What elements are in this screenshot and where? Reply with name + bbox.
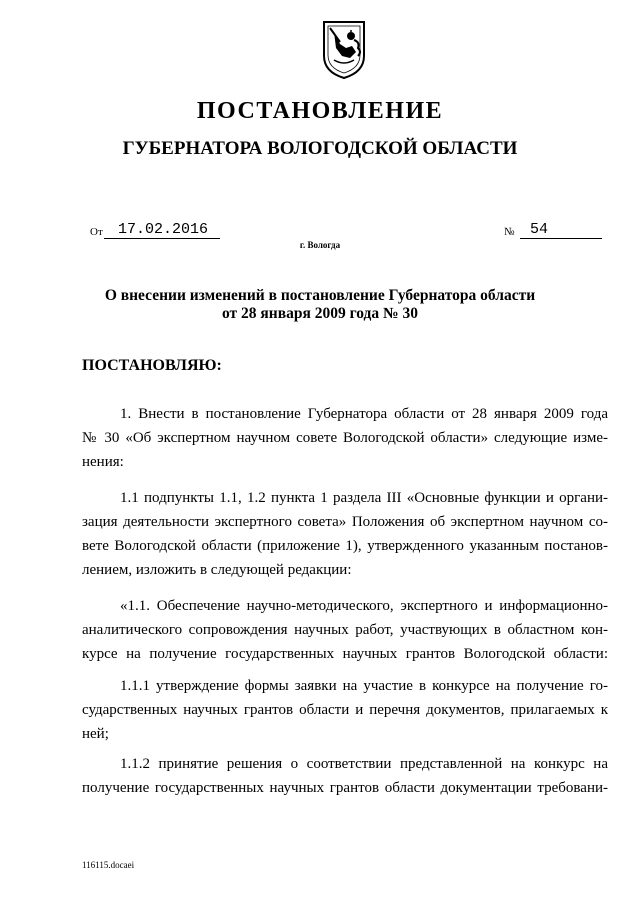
paragraph-2 — [82, 486, 608, 582]
document-title: ПОСТАНОВЛЕНИЕ — [196, 98, 444, 124]
paragraph-line: нения: — [82, 454, 124, 470]
subject-line-2: от 28 января 2009 года № 30 — [222, 305, 418, 322]
number-value: 54 — [520, 221, 602, 239]
paragraph-line: ней; — [82, 726, 109, 742]
number-label: № — [504, 226, 515, 238]
city-label: г. Вологда — [299, 240, 341, 250]
coat-of-arms-emblem — [320, 18, 368, 80]
paragraph-line: 1. Внести в постановление Губернатора области от 28 января 2009 года — [120, 406, 608, 422]
paragraph-line: «1.1. Обеспечение научно-методического, экспертного и информационно- — [120, 598, 608, 614]
paragraph-line: сударственных научных грантов области и перечня документов, прилагаемых к — [82, 702, 608, 718]
paragraph-line: курсе на получение государственных научных грантов Вологодской области: — [82, 646, 608, 662]
paragraph-line: зация деятельности экспертного совета» Положения об экспертном научном со- — [82, 514, 608, 530]
paragraph-line: вете Вологодской области (приложение 1), утвержденного указанным постанов- — [82, 538, 608, 554]
paragraph-line: 1.1 подпункты 1.1, 1.2 пункта 1 раздела III «Основные функции и органи- — [120, 490, 608, 506]
paragraph-line: аналитического сопровождения научных работ, участвующих в областном кон- — [82, 622, 608, 638]
date-label: От — [90, 226, 103, 238]
paragraph-3 — [82, 594, 608, 666]
decree-word: ПОСТАНОВЛЯЮ: — [82, 357, 222, 374]
paragraph-4 — [82, 674, 608, 746]
subject-line-1: О внесении изменений в постановление Губернатора области — [104, 287, 536, 304]
paragraph-line: № 30 «Об экспертном научном совете Вологодской области» следующие изме- — [82, 430, 608, 446]
paragraph-line: лением, изложить в следующей редакции: — [82, 562, 352, 578]
document-subtitle: ГУБЕРНАТОРА ВОЛОГОДСКОЙ ОБЛАСТИ — [122, 138, 518, 159]
paragraph-1 — [82, 402, 608, 474]
paragraph-line: 1.1.1 утверждение формы заявки на участие в конкурсе на получение го- — [120, 678, 608, 694]
document-subject — [0, 287, 640, 323]
paragraph-line: 1.1.2 принятие решения о соответствии представленной на конкурс на — [120, 756, 608, 772]
paragraph-5 — [82, 752, 608, 800]
paragraph-line: получение государственных научных грантов области документации требовани- — [82, 780, 608, 796]
footer-filename: 116115.docaei — [82, 860, 135, 870]
date-value: 17.02.2016 — [104, 221, 220, 239]
